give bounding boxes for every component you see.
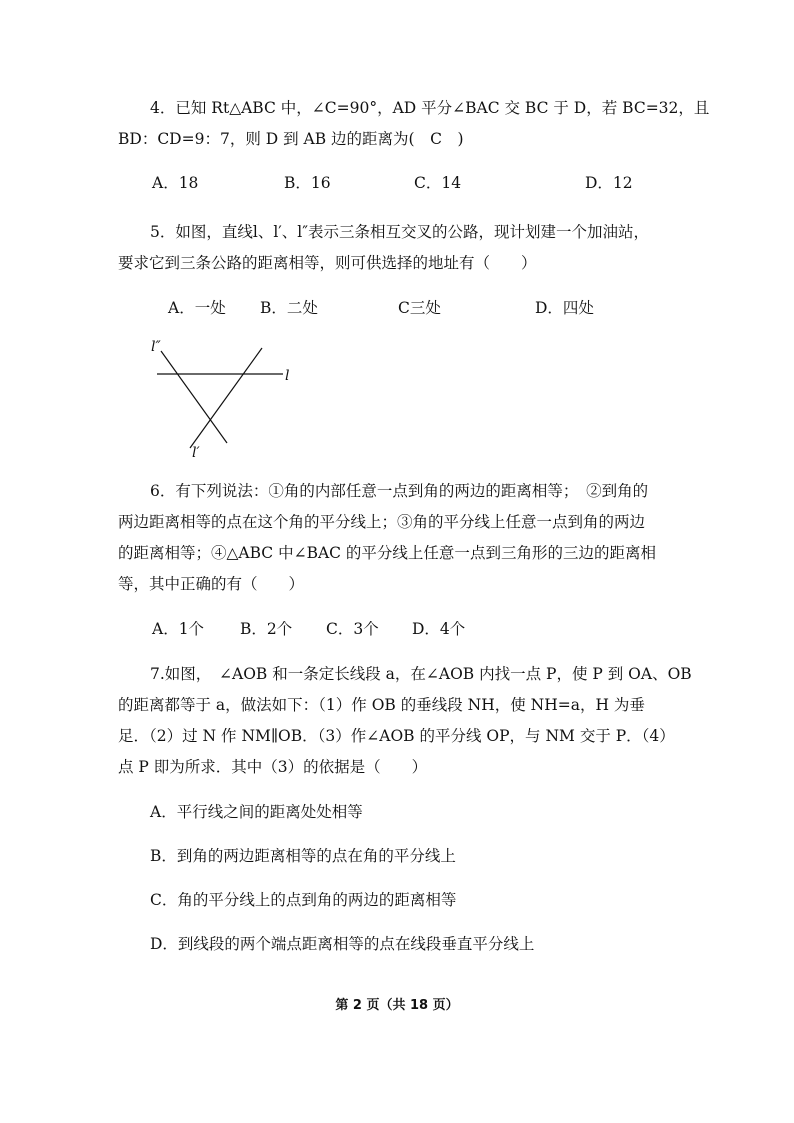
q6-line-3: 的距离相等；④△ABC 中∠BAC 的平分线上任意一点到三角形的三边的距离相 — [118, 544, 656, 562]
q6-option-d: D．4个 — [412, 620, 466, 638]
q7-line-1: 7.如图， ∠AOB 和一条定长线段 a，在∠AOB 内找一点 P，使 P 到 OA、OB — [150, 665, 692, 683]
q7-line-3: 足．（2）过 N 作 NM∥OB．（3）作∠AOB 的平分线 OP，与 NM 交于 P．（4） — [118, 727, 675, 745]
q5-option-a: A．一处 — [168, 299, 226, 317]
q5-option-c: C三处 — [398, 299, 441, 317]
q5-line-2: 要求它到三条公路的距离相等，则可供选择的地址有（ ） — [118, 254, 537, 272]
q6-option-c: C．3个 — [326, 620, 379, 638]
q5-line-1: 5．如图，直线l、l′、l″表示三条相互交叉的公路，现计划建一个加油站， — [150, 223, 650, 241]
q6-line-1: 6．有下列说法：①角的内部任意一点到角的两边的距离相等； ②到角的 — [150, 482, 649, 500]
q4-line-1: 4．已知 Rt△ABC 中，∠C=90°，AD 平分∠BAC 交 BC 于 D，若 BC=32，且 — [150, 99, 710, 117]
q6-option-a: A．1个 — [152, 620, 205, 638]
label-l-prime: l′ — [192, 445, 200, 460]
label-l: l — [285, 368, 290, 384]
q4-option-c: C．14 — [414, 174, 462, 192]
q6-line-2: 两边距离相等的点在这个角的平分线上；③角的平分线上任意一点到角的两边 — [118, 513, 646, 531]
q5-option-b: B．二处 — [260, 299, 318, 317]
q6-line-4: 等，其中正确的有（ ） — [118, 575, 305, 593]
q4-option-d: D．12 — [585, 174, 633, 192]
page-number-footer: 第 2 页（共 18 页） — [335, 998, 459, 1013]
label-l-double-prime: l″ — [151, 339, 161, 355]
q7-option-d: D．到线段的两个端点距离相等的点在线段垂直平分线上 — [150, 935, 535, 953]
road-l-double-prime — [161, 351, 227, 443]
three-roads-figure — [145, 335, 305, 460]
q7-option-b: B．到角的两边距离相等的点在角的平分线上 — [150, 847, 456, 865]
q4-option-b: B．16 — [284, 174, 331, 192]
q4-line-2: BD：CD=9：7，则 D 到 AB 边的距离为( C ) — [118, 130, 464, 148]
road-l-prime — [190, 348, 262, 448]
q5-option-d: D．四处 — [535, 299, 594, 317]
q7-option-a: A．平行线之间的距离处处相等 — [150, 803, 363, 821]
q7-line-2: 的距离都等于 a，做法如下：（1）作 OB 的垂线段 NH，使 NH=a，H 为垂 — [118, 696, 645, 714]
q6-option-b: B．2个 — [240, 620, 293, 638]
q7-line-4: 点 P 即为所求．其中（3）的依据是（ ） — [118, 758, 428, 776]
q7-option-c: C．角的平分线上的点到角的两边的距离相等 — [150, 891, 457, 909]
q4-option-a: A．18 — [152, 174, 199, 192]
